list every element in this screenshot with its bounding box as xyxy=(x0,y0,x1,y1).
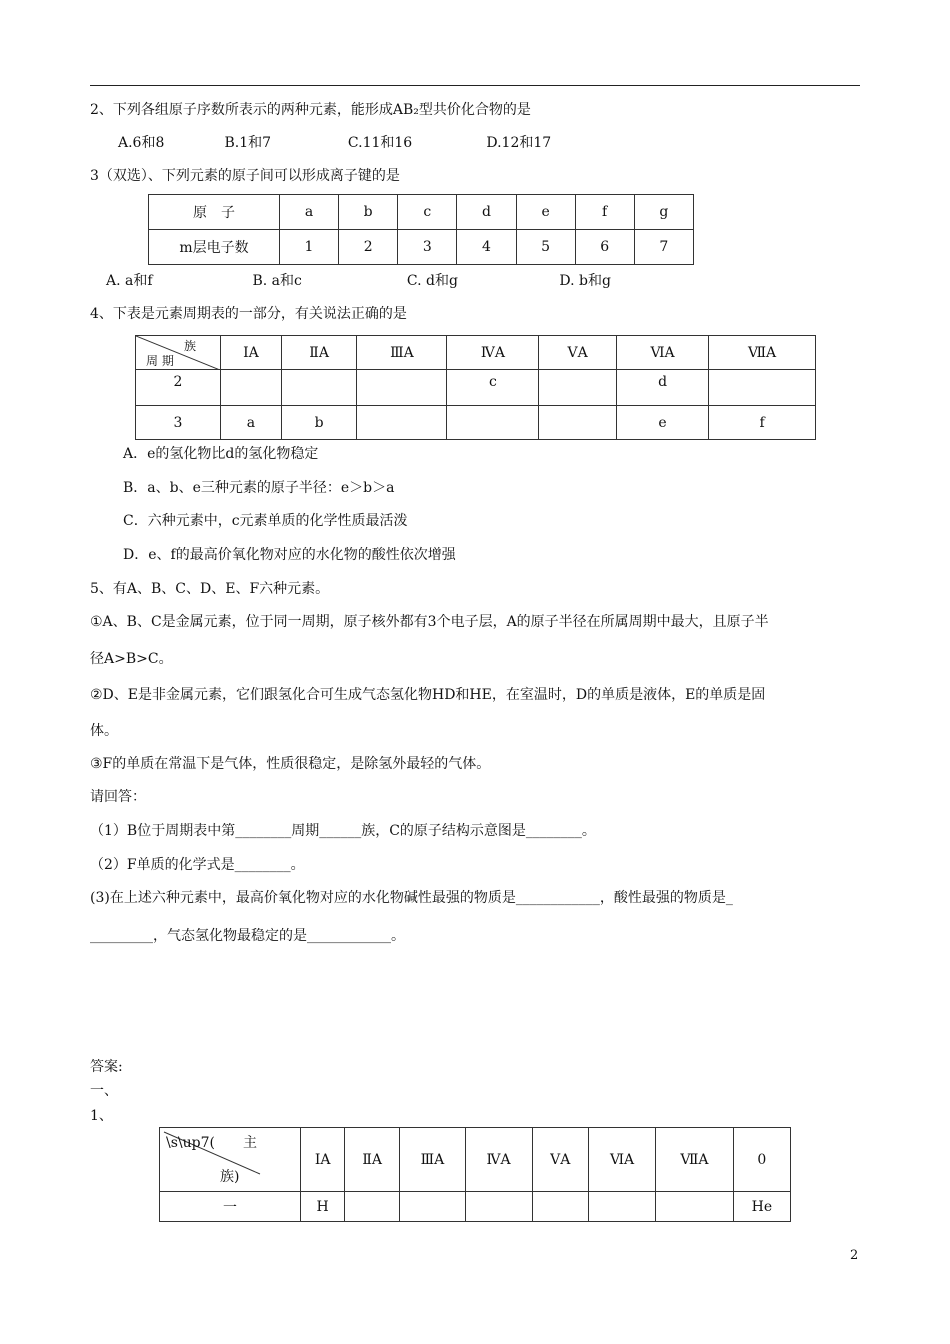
answer-corner-bottom: 族) xyxy=(220,1169,240,1185)
q5-answer-3-cont: _________，气态氢化物最稳定的是____________。 xyxy=(90,928,405,944)
table-cell xyxy=(281,370,357,406)
table-cell xyxy=(656,1192,734,1222)
q3-row-label: m层电子数 xyxy=(149,230,280,265)
table-cell xyxy=(447,406,539,440)
q4-option-b: B．a、b、e三种元素的原子半径：e＞b＞a xyxy=(123,480,395,496)
table-cell: 一 xyxy=(160,1192,301,1222)
table-cell: ⅡA xyxy=(281,336,357,370)
q2-options xyxy=(118,134,551,152)
answer-title: 答案: xyxy=(90,1059,123,1075)
q2-option-d: D.12和17 xyxy=(486,135,552,151)
table-cell xyxy=(357,406,447,440)
table-cell xyxy=(539,406,617,440)
table-row xyxy=(136,370,816,406)
q4-option-a: A．e的氢化物比d的氢化物稳定 xyxy=(123,446,319,462)
table-cell: f xyxy=(575,195,634,230)
table-cell xyxy=(465,1192,532,1222)
table-cell: 6 xyxy=(575,230,634,265)
table-cell: 4 xyxy=(457,230,516,265)
table-cell: ⅥA xyxy=(589,1128,656,1192)
table-cell: ⅡA xyxy=(345,1128,400,1192)
q2-stem: 2、下列各组原子序数所表示的两种元素，能形成AB₂型共价化合物的是 xyxy=(90,102,531,118)
table-row xyxy=(136,336,816,370)
table-cell: ⅠA xyxy=(301,1128,345,1192)
q3-option-a: A. a和f xyxy=(106,273,153,289)
table-cell: ⅣA xyxy=(447,336,539,370)
q5-condition-2: ②D、E是非金属元素，它们跟氢化合可生成气态氢化物HD和HE，在室温时，D的单质是液体，E的单质是固 xyxy=(90,687,766,703)
header-rule xyxy=(90,85,860,86)
table-cell: ⅢA xyxy=(400,1128,466,1192)
q2-option-b: B.1和7 xyxy=(224,135,272,151)
q3-option-b: B. a和c xyxy=(252,273,302,289)
answer-item: 1、 xyxy=(90,1108,113,1124)
q4-table xyxy=(135,335,816,440)
table-row xyxy=(136,406,816,440)
q5-condition-2-cont: 体。 xyxy=(90,723,118,739)
q2-option-c: C.11和16 xyxy=(347,135,413,151)
table-cell: g xyxy=(634,195,693,230)
table-row xyxy=(149,230,694,265)
table-cell: 0 xyxy=(733,1128,790,1192)
table-cell: c xyxy=(447,370,539,406)
answer-corner-top: \s\up7( 主 xyxy=(166,1135,257,1151)
q4-corner-top: 族 xyxy=(183,339,196,353)
table-cell: ⅣA xyxy=(465,1128,532,1192)
answer-section: 一、 xyxy=(90,1083,118,1099)
q3-option-c: C. d和g xyxy=(406,273,458,289)
q4-corner-cell xyxy=(136,336,221,370)
table-cell xyxy=(357,370,447,406)
table-cell: 1 xyxy=(280,230,339,265)
q5-condition-1-cont: 径A>B>C。 xyxy=(90,651,173,667)
table-cell: H xyxy=(301,1192,345,1222)
table-cell xyxy=(532,1192,589,1222)
q5-ask: 请回答： xyxy=(90,789,146,805)
table-row xyxy=(160,1192,791,1222)
table-cell: 3 xyxy=(136,406,221,440)
q3-option-d: D. b和g xyxy=(559,273,611,289)
answer-table xyxy=(159,1127,791,1222)
answer-corner-cell xyxy=(160,1128,301,1192)
table-cell: b xyxy=(339,195,398,230)
table-cell: f xyxy=(709,406,816,440)
table-cell: ⅠA xyxy=(221,336,282,370)
table-cell: ⅦA xyxy=(709,336,816,370)
table-cell: ⅥA xyxy=(616,336,708,370)
table-cell: a xyxy=(221,406,282,440)
table-cell: d xyxy=(616,370,708,406)
table-cell: ⅦA xyxy=(656,1128,734,1192)
table-row xyxy=(149,195,694,230)
table-cell: 3 xyxy=(398,230,457,265)
q5-answer-3: (3)在上述六种元素中，最高价氧化物对应的水化物碱性最强的物质是____________，酸性最强的物质是_ xyxy=(90,890,733,906)
q4-corner-bottom: 周 期 xyxy=(146,354,174,368)
table-cell: He xyxy=(733,1192,790,1222)
table-cell: ⅤA xyxy=(539,336,617,370)
q5-answer-2: （2）F单质的化学式是________。 xyxy=(90,857,305,873)
q5-answer-1: （1）B位于周期表中第________周期______族，C的原子结构示意图是________。 xyxy=(90,823,596,839)
table-cell xyxy=(539,370,617,406)
table-cell: a xyxy=(280,195,339,230)
q3-table xyxy=(148,194,694,265)
table-cell: ⅤA xyxy=(532,1128,589,1192)
q3-header-label: 原 子 xyxy=(149,195,280,230)
table-cell xyxy=(709,370,816,406)
q4-option-c: C．六种元素中，c元素单质的化学性质最活泼 xyxy=(123,513,408,529)
page-number: 2 xyxy=(850,1248,859,1263)
table-row xyxy=(160,1128,791,1192)
table-cell: c xyxy=(398,195,457,230)
table-cell xyxy=(589,1192,656,1222)
table-cell: e xyxy=(516,195,575,230)
q5-condition-1: ①A、B、C是金属元素，位于同一周期，原子核外都有3个电子层，A的原子半径在所属周期中最大，且原子半 xyxy=(90,614,769,630)
q2-option-a: A.6和8 xyxy=(118,135,165,151)
table-cell: 2 xyxy=(136,370,221,406)
q5-condition-3: ③F的单质在常温下是气体，性质很稳定，是除氢外最轻的气体。 xyxy=(90,756,491,772)
q4-option-d: D．e、f的最高价氧化物对应的水化物的酸性依次增强 xyxy=(123,547,456,563)
table-cell xyxy=(400,1192,466,1222)
q4-stem: 4、下表是元素周期表的一部分，有关说法正确的是 xyxy=(90,306,407,322)
table-cell: 5 xyxy=(516,230,575,265)
q5-stem: 5、有A、B、C、D、E、F六种元素。 xyxy=(90,581,330,597)
table-cell: ⅢA xyxy=(357,336,447,370)
table-cell xyxy=(221,370,282,406)
q3-options xyxy=(106,272,611,290)
table-cell xyxy=(345,1192,400,1222)
table-cell: d xyxy=(457,195,516,230)
table-cell: b xyxy=(281,406,357,440)
table-cell: 2 xyxy=(339,230,398,265)
table-cell: 7 xyxy=(634,230,693,265)
table-cell: e xyxy=(616,406,708,440)
q3-stem: 3（双选）、下列元素的原子间可以形成离子键的是 xyxy=(90,168,400,184)
